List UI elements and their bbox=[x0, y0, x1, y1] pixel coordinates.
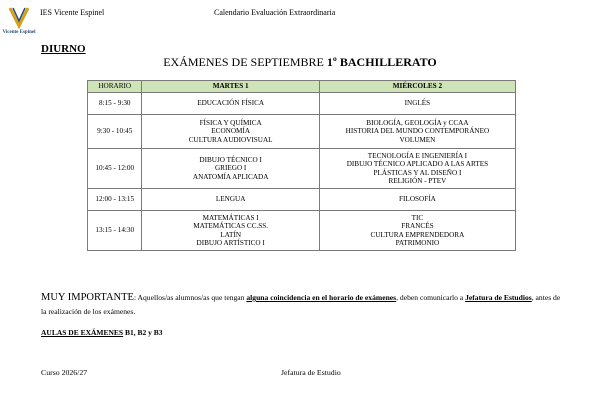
subject-name: BIOLOGÍA, GEOLOGÍA y CCAA bbox=[366, 119, 469, 128]
notice-label: MUY IMPORTANTE bbox=[41, 292, 134, 303]
notice-text: : Aquellos/as alumnos/as que tengan bbox=[133, 293, 247, 302]
subject-name: PLÁSTICAS Y AL DISEÑO I bbox=[373, 168, 462, 177]
time-slot: 10:45 - 12:00 bbox=[88, 149, 142, 189]
exam-rooms bbox=[41, 328, 163, 337]
page-title-part2: 1º BACHILLERATO bbox=[326, 55, 437, 69]
subject-name: DIBUJO TÉCNICO I bbox=[199, 156, 262, 165]
rooms-label: AULAS DE EXÁMENES bbox=[41, 328, 124, 337]
subject-name: MATEMÁTICAS CC.SS. bbox=[193, 222, 269, 231]
time-slot: 9:30 - 10:45 bbox=[88, 115, 142, 149]
exam-cell-day2 bbox=[319, 189, 515, 211]
subject-name: HISTORIA DEL MUNDO CONTEMPORÁNEO bbox=[345, 127, 490, 136]
exam-cell-day2 bbox=[319, 93, 515, 115]
subject-name: FILOSOFÍA bbox=[399, 195, 436, 204]
table-row bbox=[88, 189, 516, 211]
notice-text: , deben comunicarlo a bbox=[396, 293, 466, 302]
notice-emphasis: Jefatura de Estudios bbox=[465, 293, 532, 302]
subject-name: FRANCÉS bbox=[401, 222, 434, 231]
table-header-row bbox=[88, 81, 516, 93]
subject-name: DIBUJO ARTÍSTICO I bbox=[196, 238, 265, 247]
exam-cell-day1 bbox=[142, 115, 319, 149]
shift-label: DIURNO bbox=[41, 43, 86, 55]
notice-text: , antes de la realización de los exámenes. bbox=[41, 293, 561, 316]
page-title bbox=[0, 55, 600, 70]
school-logo-icon bbox=[4, 4, 34, 42]
subject-name: VOLUMEN bbox=[399, 135, 436, 144]
exam-cell-day1 bbox=[142, 189, 319, 211]
logo-text: Vicente Espinel bbox=[2, 30, 36, 35]
subject-name: EDUCACIÓN FÍSICA bbox=[197, 99, 265, 108]
table-row bbox=[88, 211, 516, 251]
exam-table bbox=[87, 80, 516, 251]
subject-name: CULTURA AUDIOVISUAL bbox=[188, 135, 273, 144]
rooms-value: B1, B2 y B3 bbox=[123, 328, 163, 337]
subject-name: FÍSICA Y QUÍMICA bbox=[199, 119, 262, 128]
time-slot: 13:15 - 14:30 bbox=[88, 211, 142, 251]
subject-name: ANATOMÍA APLICADA bbox=[192, 172, 269, 181]
time-slot: 8:15 - 9:30 bbox=[88, 93, 142, 115]
subject-name: LENGUA bbox=[215, 195, 246, 204]
exam-cell-day1 bbox=[142, 211, 319, 251]
subject-name: MATEMÁTICAS I bbox=[202, 213, 259, 222]
notice-emphasis: alguna coincidencia en el horario de exámenes bbox=[246, 293, 397, 302]
exam-cell-day1 bbox=[142, 93, 319, 115]
subject-name: ECONOMÍA bbox=[211, 127, 251, 136]
important-notice bbox=[41, 291, 561, 319]
subject-name: GRIEGO I bbox=[214, 164, 247, 173]
subject-name: RELIGIÓN - PTEV bbox=[388, 176, 447, 185]
time-slot: 12:00 - 13:15 bbox=[88, 189, 142, 211]
table-row bbox=[88, 149, 516, 189]
header-day2: MIÉRCOLES 2 bbox=[319, 81, 515, 93]
header-title: Calendario Evaluación Extraordinaria bbox=[214, 8, 336, 17]
header-day1: MARTES 1 bbox=[142, 81, 319, 93]
footer-department: Jefatura de Estudio bbox=[281, 368, 341, 377]
table-row bbox=[88, 115, 516, 149]
exam-cell-day1 bbox=[142, 149, 319, 189]
header-horario: HORARIO bbox=[88, 81, 142, 93]
course-year: Curso 2026/27 bbox=[41, 368, 88, 377]
subject-name: LATÍN bbox=[220, 230, 242, 239]
subject-name: TECNOLOGÍA E INGENIERÍA I bbox=[367, 151, 468, 160]
subject-name: TIC bbox=[411, 213, 424, 222]
exam-cell-day2 bbox=[319, 211, 515, 251]
school-name: IES Vicente Espinel bbox=[40, 8, 105, 17]
subject-name: CULTURA EMPRENDEDORA bbox=[370, 230, 465, 239]
exam-cell-day2 bbox=[319, 115, 515, 149]
page-title-part1: EXÁMENES DE SEPTIEMBRE bbox=[163, 55, 327, 69]
table-row bbox=[88, 93, 516, 115]
subject-name: PATRIMONIO bbox=[395, 238, 440, 247]
subject-name: DIBUJO TÉCNICO APLICADO A LAS ARTES bbox=[346, 160, 489, 169]
subject-name: INGLÉS bbox=[404, 99, 431, 108]
exam-cell-day2 bbox=[319, 149, 515, 189]
